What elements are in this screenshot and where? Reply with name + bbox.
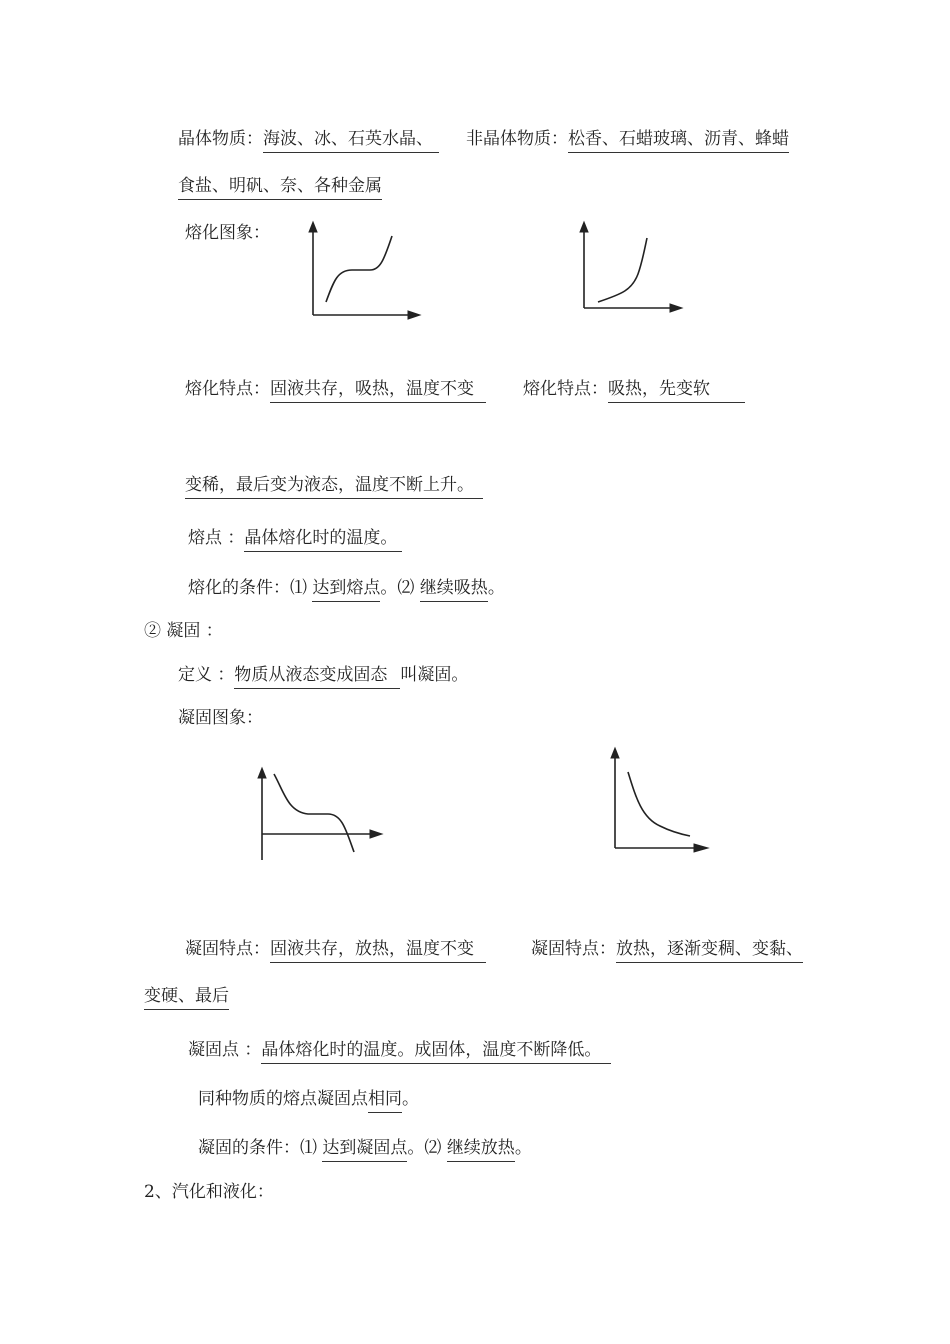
definition-label: 定义 ： [178,665,235,685]
solidify-point-line [188,1039,611,1064]
crystal-answer-cont: 食盐、明矾、奈、各种金属 [178,175,382,200]
amorphous-solidify-graph [602,744,722,856]
feature-answer-cont: 变稀，最后变为液态，温度不断上升。 [185,474,483,499]
x-axis-arrow [694,844,708,852]
melting-curve [598,238,647,302]
crystal-substances-line [178,128,439,153]
condition-separator: 。 [380,578,398,598]
condition-2-number: ⑵ [424,1138,442,1158]
condition-end: 。 [514,1138,532,1158]
feature-answer: 固液共存，放热，温度不变 [270,938,486,963]
melting-feature-crystal [185,378,486,403]
feature-answer: 固液共存，吸热，温度不变 [270,378,486,403]
solidify-feature-amorphous [531,938,803,963]
melting-feature-amorphous [523,378,745,403]
conditions-label: 凝固的条件： [198,1138,300,1158]
condition-1-answer: 达到熔点 [312,577,380,602]
condition-2-answer: 继续放热 [447,1137,515,1162]
condition-1-number: ⑴ [300,1138,317,1158]
solidify-curve [628,772,690,836]
feature-label: 熔化特点： [523,379,608,399]
feature-answer: 放热，逐渐变稠、变黏、 [616,938,803,963]
feature-label: 凝固特点： [531,939,616,959]
melting-graph-label: 熔化图象： [185,223,270,243]
next-section-heading: 2、汽化和液化： [144,1182,274,1202]
feature-label: 凝固特点： [185,939,270,959]
amorphous-label: 非晶体物质： [466,129,568,149]
melting-point-label: 熔点 ： [188,528,245,548]
x-axis-arrow [408,311,420,319]
feature-label: 熔化特点： [185,379,270,399]
melting-point-answer: 晶体熔化时的温度。 [244,527,402,552]
condition-2-number: ⑵ [397,578,415,598]
condition-1-answer: 达到凝固点 [322,1137,407,1162]
same-substance-line [198,1088,419,1113]
feature-answer: 吸热，先变软 [608,378,745,403]
x-axis-arrow [670,304,682,312]
melting-point-line [188,527,402,552]
y-axis-arrow [258,768,266,778]
y-axis-arrow [309,222,317,232]
feature-answer-cont: 变硬、最后 [144,985,229,1010]
solidify-feature-crystal [185,938,486,963]
condition-1-number: ⑴ [290,578,307,598]
solidify-feature-amorphous-cont [144,985,229,1010]
amorphous-substances-line [466,128,789,153]
melting-curve [326,236,392,302]
solidify-curve [274,774,354,852]
definition-answer: 物质从液态变成固态 [234,664,400,689]
conditions-label: 熔化的条件： [188,578,290,598]
solidify-point-label: 凝固点 ： [188,1040,262,1060]
y-axis-arrow [580,222,588,232]
condition-separator: 。 [407,1138,425,1158]
condition-end: 。 [487,578,505,598]
amorphous-answer: 松香、石蜡玻璃、沥青、蜂蜡 [568,128,789,153]
melting-feature-amorphous-cont [185,474,483,499]
definition-suffix: 叫凝固。 [400,665,469,685]
crystal-label: 晶体物质： [178,129,263,149]
solidify-graph-label: 凝固图象： [178,708,263,728]
crystal-answer: 海波、冰、石英水晶、 [263,128,439,153]
same-substance-end: 。 [402,1089,419,1109]
crystal-solidify-graph [250,762,390,862]
same-substance-answer: 相同 [368,1088,402,1113]
solidify-definition-line [178,664,468,689]
solidify-point-answer: 晶体熔化时的温度。成固体，温度不断降低。 [261,1039,611,1064]
crystal-melting-graph [300,218,430,323]
amorphous-melting-graph [570,218,690,318]
solidify-conditions-line [198,1137,532,1162]
same-substance-text: 同种物质的熔点凝固点 [198,1089,368,1109]
condition-2-answer: 继续吸热 [420,577,488,602]
melting-conditions-line [188,577,505,602]
y-axis-arrow [611,748,619,758]
x-axis-arrow [370,830,382,838]
solidify-heading: ② 凝固 ： [144,621,223,641]
crystal-substances-cont-line [178,175,382,200]
